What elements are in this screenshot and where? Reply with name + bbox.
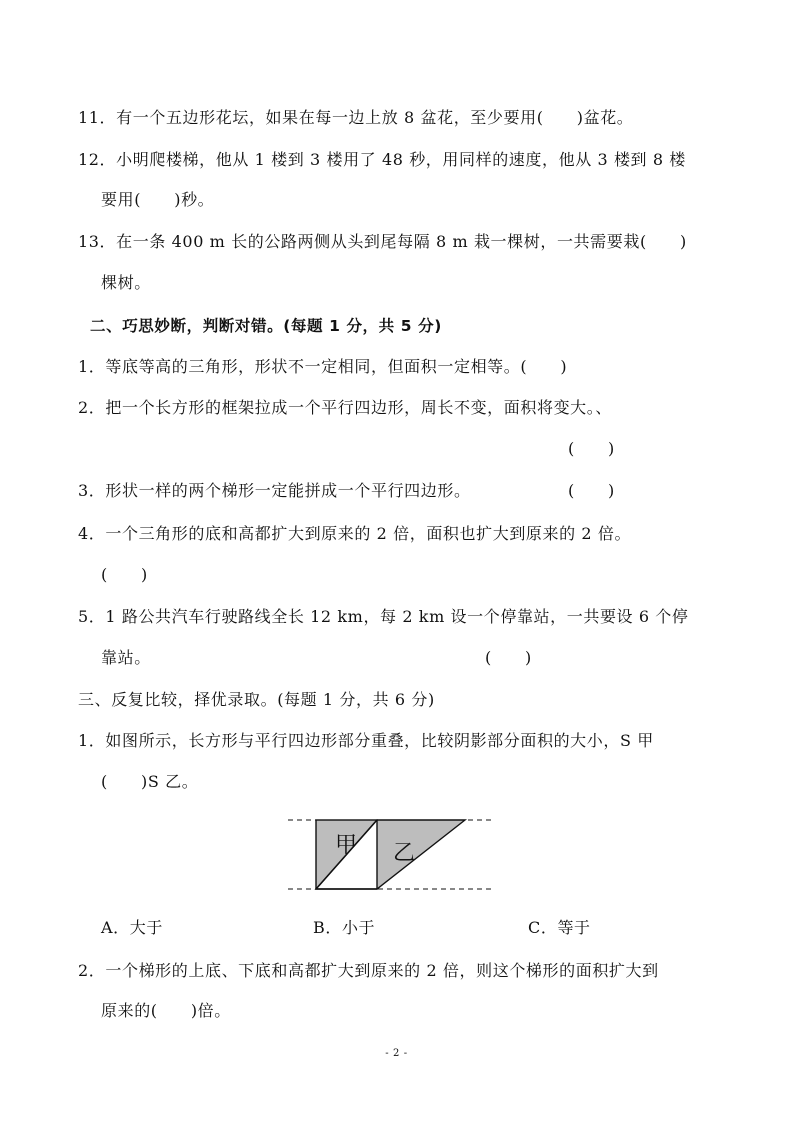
judge-q4-answer-paren[interactable]: ( ) xyxy=(101,565,148,584)
judge-q5-answer-paren[interactable]: ( ) xyxy=(485,648,532,667)
question-12-line2: 要用( )秒。 xyxy=(101,190,215,209)
section3-heading: 三、反复比较，择优录取。(每题 1 分，共 6 分) xyxy=(78,690,435,709)
choice-q1-line1: 1．如图所示，长方形与平行四边形部分重叠，比较阴影部分面积的大小，S 甲 xyxy=(78,731,654,750)
judge-q2-line1: 2．把一个长方形的框架拉成一个平行四边形，周长不变，面积将变大。、 xyxy=(78,398,612,417)
option-a[interactable]: A．大于 xyxy=(101,918,163,937)
choice-q2-line1: 2．一个梯形的上底、下底和高都扩大到原来的 2 倍，则这个梯形的面积扩大到 xyxy=(78,961,659,980)
page-number: - 2 - xyxy=(385,1048,408,1059)
question-11: 11．有一个五边形花坛，如果在每一边上放 8 盆花，至少要用( )盆花。 xyxy=(78,108,634,127)
label-yi: 乙 xyxy=(392,841,416,866)
judge-q3-answer-paren[interactable]: ( ) xyxy=(568,481,615,500)
choice-q2-line2: 原来的( )倍。 xyxy=(101,1001,231,1020)
judge-q5-line1: 5．1 路公共汽车行驶路线全长 12 km，每 2 km 设一个停靠站，一共要设 6 个停 xyxy=(78,607,689,626)
overlap-figure xyxy=(284,812,496,896)
label-jia: 甲 xyxy=(334,833,358,858)
judge-q2-answer-paren[interactable]: ( ) xyxy=(568,439,615,458)
option-c[interactable]: C．等于 xyxy=(528,918,591,937)
question-13-line2: 棵树。 xyxy=(101,273,151,292)
section2-heading: 二、巧思妙断，判断对错。(每题 1 分，共 5 分) xyxy=(90,317,442,335)
choice-q1-line2: ( )S 乙。 xyxy=(101,772,199,791)
judge-q1: 1．等底等高的三角形，形状不一定相同，但面积一定相等。( ) xyxy=(78,357,568,376)
question-13-line1: 13．在一条 400 m 长的公路两侧从头到尾每隔 8 m 栽一棵树，一共需要栽( ) xyxy=(78,232,687,251)
question-12-line1: 12．小明爬楼梯，他从 1 楼到 3 楼用了 48 秒，用同样的速度，他从 3 楼到 8 楼 xyxy=(78,150,686,169)
judge-q4-line1: 4．一个三角形的底和高都扩大到原来的 2 倍，面积也扩大到原来的 2 倍。 xyxy=(78,524,632,543)
judge-q5-line2: 靠站。 xyxy=(101,648,151,667)
option-b[interactable]: B．小于 xyxy=(313,918,376,937)
judge-q3: 3．形状一样的两个梯形一定能拼成一个平行四边形。 xyxy=(78,481,471,500)
